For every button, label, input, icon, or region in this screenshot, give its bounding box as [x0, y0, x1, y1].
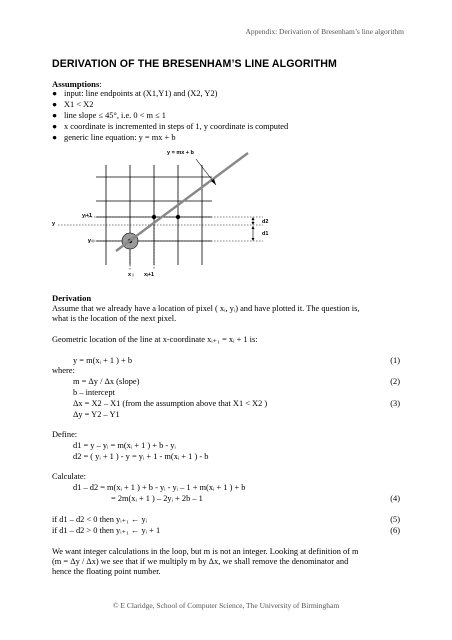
d2-label: d2: [262, 219, 269, 225]
assumption-item: ● generic line equation: y = mx + b: [52, 133, 176, 142]
derivation-heading: Derivation: [52, 293, 92, 303]
xi-plus-1-label: xᵢ+1: [144, 272, 155, 278]
derivation-paragraph-2: Geometric location of the line at x-coordinate xᵢ₊₁ = xᵢ + 1 is:: [52, 335, 258, 344]
yi-label: y ᵢ: [88, 238, 94, 244]
intercept-definition: b – intercept: [73, 388, 115, 397]
derivation-paragraph-1: Assume that we already have a location of pixel ( xᵢ, yᵢ) and have plotted it. The question is, what is the location of the next pixel.: [52, 304, 360, 324]
yi-plus-1-label: yᵢ+1: [82, 213, 93, 219]
d1-label: d1: [262, 231, 269, 237]
equation-5-number: (5): [390, 515, 400, 524]
equation-3: Δx = X2 – X1 (from the assumption above that X1 < X2 ): [73, 399, 268, 408]
equation-2-number: (2): [390, 377, 400, 386]
assumption-item: ● X1 < X2: [52, 100, 94, 109]
page-header: Appendix: Derivation of Bresenham’s line algorithm: [245, 27, 404, 36]
assumptions-heading: Assumptions:: [52, 79, 102, 89]
dy-definition: Δy = Y2 – Y1: [73, 410, 120, 419]
derivation-paragraph-3: We want integer calculations in the loop, but m is not an integer. Looking at definition of m (m = Δy / Δx) we see that if we multiply m by Δx, we shall remove the denominator and hence the floating point number.: [52, 547, 359, 577]
equation-1: y = m(xᵢ + 1 ) + b: [73, 356, 133, 365]
xi-label: x ᵢ: [128, 272, 134, 278]
equation-4-number: (4): [390, 494, 400, 503]
y-label: y: [52, 221, 56, 227]
equation-6-number: (6): [390, 526, 400, 535]
condition-1: if d1 – d2 < 0 then yᵢ₊₁ ← yᵢ: [52, 515, 148, 524]
page-footer: © E Claridge, School of Computer Science, The University of Birmingham: [112, 601, 340, 610]
line-equation-label: y = mx + b: [167, 150, 194, 156]
page-title: DERIVATION OF THE BRESENHAM’S LINE ALGORITHM: [52, 58, 337, 70]
equation-1-number: (1): [390, 356, 400, 365]
d2-definition: d2 = ( yᵢ + 1 ) - y = yᵢ + 1 - m(xᵢ + 1 ) - b: [73, 452, 209, 461]
d1-definition: d1 = y – yᵢ = m(xᵢ + 1 ) + b - yᵢ: [73, 441, 176, 450]
where-label: where:: [52, 366, 75, 375]
condition-2: if d1 – d2 > 0 then yᵢ₊₁ ← yᵢ + 1: [52, 526, 161, 535]
calculation-line-2: = 2m(xᵢ + 1 ) – 2yᵢ + 2b – 1: [111, 494, 203, 503]
calculation-line-1: d1 – d2 = m(xᵢ + 1 ) + b - yᵢ - yᵢ – 1 + m(xᵢ + 1 ) + b: [73, 483, 246, 492]
assumption-item: ● x coordinate is incremented in steps of 1, y coordinate is computed: [52, 122, 289, 131]
assumption-item: ● input: line endpoints at (X1,Y1) and (X2, Y2): [52, 89, 218, 98]
equation-2: m = Δy / Δx (slope): [73, 377, 140, 386]
define-label: Define:: [52, 430, 78, 439]
assumption-item: ● line slope ≤ 45°, i.e. 0 < m ≤ 1: [52, 111, 166, 120]
equation-3-number: (3): [390, 399, 400, 408]
calculate-label: Calculate:: [52, 472, 86, 481]
